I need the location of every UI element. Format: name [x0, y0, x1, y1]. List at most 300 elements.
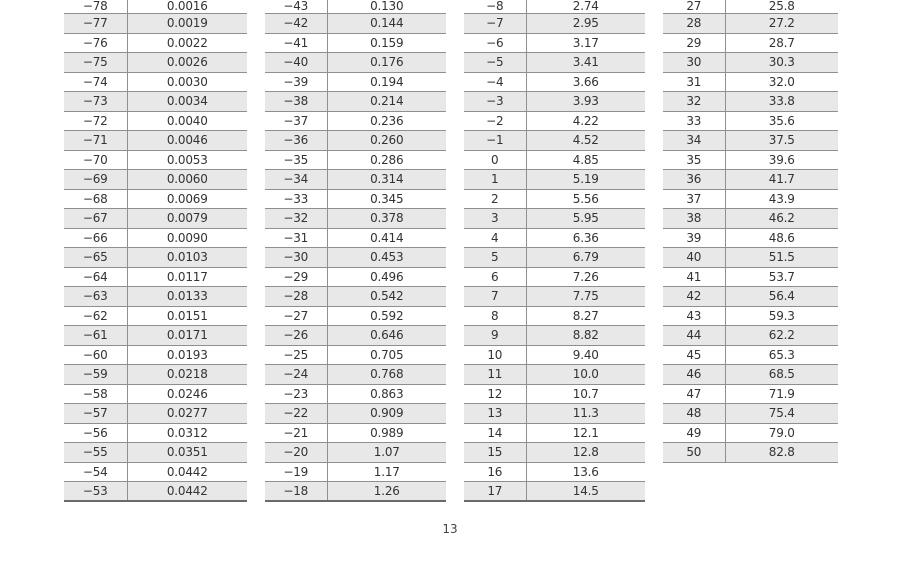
table-row [64, 72, 247, 92]
value-cell: 71.9 [725, 384, 838, 404]
temperature-cell: −33 [265, 189, 327, 209]
value-cell: 0.0019 [127, 14, 247, 34]
table-row [663, 72, 838, 92]
page-number: 13 [442, 522, 458, 536]
table-row [64, 443, 247, 463]
value-cell: 11.3 [526, 404, 645, 424]
value-cell: 7.26 [526, 267, 645, 287]
temperature-cell: 50 [663, 443, 725, 463]
value-cell: 2.95 [526, 14, 645, 34]
temperature-cell: −26 [265, 326, 327, 346]
table-row [464, 423, 645, 443]
temperature-cell: 10 [464, 345, 526, 365]
table-row [64, 150, 247, 170]
value-cell: 0.0046 [127, 131, 247, 151]
table-row [464, 33, 645, 53]
value-cell: 1.07 [327, 443, 446, 463]
value-cell: 30.3 [725, 53, 838, 73]
table-row [464, 462, 645, 482]
value-cell: 5.19 [526, 170, 645, 190]
temperature-cell: 13 [464, 404, 526, 424]
temperature-cell: 32 [663, 92, 725, 112]
table-row [265, 228, 446, 248]
table-row [663, 267, 838, 287]
value-cell: 5.56 [526, 189, 645, 209]
temperature-cell: −19 [265, 462, 327, 482]
temperature-cell: 37 [663, 189, 725, 209]
table-row [64, 462, 247, 482]
table-row [663, 287, 838, 307]
temperature-cell: 14 [464, 423, 526, 443]
value-cell: 1.17 [327, 462, 446, 482]
table-row [663, 170, 838, 190]
value-cell: 0.646 [327, 326, 446, 346]
value-cell: 2.74 [526, 0, 645, 14]
value-cell: 1.26 [327, 482, 446, 502]
temperature-cell: 29 [663, 33, 725, 53]
temperature-cell: −25 [265, 345, 327, 365]
temperature-cell: −41 [265, 33, 327, 53]
table-row [64, 33, 247, 53]
value-cell: 4.52 [526, 131, 645, 151]
temperature-cell: −53 [64, 482, 127, 502]
table-row [464, 248, 645, 268]
table-row [464, 267, 645, 287]
value-cell: 0.0171 [127, 326, 247, 346]
value-cell: 32.0 [725, 72, 838, 92]
temperature-cell: −72 [64, 111, 127, 131]
table-column-4 [663, 0, 838, 463]
table-row [265, 443, 446, 463]
temperature-cell: 0 [464, 150, 526, 170]
temperature-cell: 45 [663, 345, 725, 365]
temperature-cell: 4 [464, 228, 526, 248]
temperature-cell: 44 [663, 326, 725, 346]
table-row [265, 189, 446, 209]
table-row [64, 0, 247, 14]
table-row [64, 170, 247, 190]
temperature-cell: −8 [464, 0, 526, 14]
table-row [265, 33, 446, 53]
value-cell: 0.130 [327, 0, 446, 14]
table-row [64, 111, 247, 131]
table-row [464, 72, 645, 92]
value-cell: 12.8 [526, 443, 645, 463]
temperature-cell: 38 [663, 209, 725, 229]
table-row [265, 306, 446, 326]
value-cell: 62.2 [725, 326, 838, 346]
value-cell: 37.5 [725, 131, 838, 151]
temperature-cell: −18 [265, 482, 327, 502]
temperature-cell: 43 [663, 306, 725, 326]
temperature-cell: 40 [663, 248, 725, 268]
value-cell: 13.6 [526, 462, 645, 482]
value-cell: 41.7 [725, 170, 838, 190]
value-cell: 56.4 [725, 287, 838, 307]
table-row [64, 423, 247, 443]
table-row [265, 287, 446, 307]
value-cell: 0.0193 [127, 345, 247, 365]
value-cell: 0.314 [327, 170, 446, 190]
temperature-cell: −2 [464, 111, 526, 131]
value-cell: 0.0069 [127, 189, 247, 209]
value-cell: 0.863 [327, 384, 446, 404]
temperature-cell: −3 [464, 92, 526, 112]
table-row [265, 209, 446, 229]
table-row [265, 267, 446, 287]
table-column-2 [265, 0, 446, 502]
table-row [663, 228, 838, 248]
temperature-cell: −6 [464, 33, 526, 53]
temperature-cell: 36 [663, 170, 725, 190]
temperature-cell: −32 [265, 209, 327, 229]
value-cell: 59.3 [725, 306, 838, 326]
table-row [663, 306, 838, 326]
table-row [265, 72, 446, 92]
table-row [663, 14, 838, 34]
temperature-cell: 39 [663, 228, 725, 248]
value-cell: 0.768 [327, 365, 446, 385]
temperature-cell: −22 [265, 404, 327, 424]
value-cell: 39.6 [725, 150, 838, 170]
table-row [265, 0, 446, 14]
table-row [64, 228, 247, 248]
value-cell: 0.0022 [127, 33, 247, 53]
temperature-cell: −68 [64, 189, 127, 209]
temperature-cell: 48 [663, 404, 725, 424]
temperature-cell: −77 [64, 14, 127, 34]
temperature-cell: −31 [265, 228, 327, 248]
temperature-cell: 41 [663, 267, 725, 287]
temperature-cell: −40 [265, 53, 327, 73]
value-cell: 0.0030 [127, 72, 247, 92]
table-row [265, 482, 446, 502]
value-cell: 0.0060 [127, 170, 247, 190]
table-row [464, 365, 645, 385]
temperature-cell: 27 [663, 0, 725, 14]
temperature-cell: 16 [464, 462, 526, 482]
value-cell: 0.0016 [127, 0, 247, 14]
value-cell: 0.0442 [127, 462, 247, 482]
value-cell: 0.176 [327, 53, 446, 73]
value-cell: 0.453 [327, 248, 446, 268]
table-row [464, 384, 645, 404]
table-row [464, 14, 645, 34]
table-row [265, 150, 446, 170]
table-row [464, 0, 645, 14]
table-row [464, 170, 645, 190]
value-cell: 0.0053 [127, 150, 247, 170]
temperature-cell: −5 [464, 53, 526, 73]
value-cell: 9.40 [526, 345, 645, 365]
value-cell: 0.0133 [127, 287, 247, 307]
temperature-cell: −27 [265, 306, 327, 326]
temperature-cell: −54 [64, 462, 127, 482]
temperature-cell: 33 [663, 111, 725, 131]
value-cell: 6.79 [526, 248, 645, 268]
value-cell: 3.66 [526, 72, 645, 92]
table-row [663, 209, 838, 229]
value-cell: 0.414 [327, 228, 446, 248]
temperature-cell: −67 [64, 209, 127, 229]
temperature-cell: −34 [265, 170, 327, 190]
value-cell: 3.17 [526, 33, 645, 53]
temperature-cell: −64 [64, 267, 127, 287]
table-row [464, 306, 645, 326]
table-row [64, 53, 247, 73]
temperature-cell: −78 [64, 0, 127, 14]
value-cell: 33.8 [725, 92, 838, 112]
table-row [64, 248, 247, 268]
table-column-3 [464, 0, 645, 502]
table-row [64, 131, 247, 151]
table-row [464, 228, 645, 248]
value-cell: 0.236 [327, 111, 446, 131]
temperature-cell: 47 [663, 384, 725, 404]
value-cell: 0.159 [327, 33, 446, 53]
value-cell: 4.85 [526, 150, 645, 170]
temperature-cell: −37 [265, 111, 327, 131]
temperature-cell: −43 [265, 0, 327, 14]
table-row [265, 326, 446, 346]
temperature-cell: 15 [464, 443, 526, 463]
value-cell: 48.6 [725, 228, 838, 248]
table-row [64, 345, 247, 365]
temperature-cell: −61 [64, 326, 127, 346]
table-row [265, 404, 446, 424]
table-row [663, 443, 838, 463]
value-cell: 0.542 [327, 287, 446, 307]
temperature-cell: −62 [64, 306, 127, 326]
table-row [663, 92, 838, 112]
value-cell: 53.7 [725, 267, 838, 287]
value-cell: 46.2 [725, 209, 838, 229]
table-row [663, 345, 838, 365]
table-row [464, 443, 645, 463]
table-row [265, 53, 446, 73]
temperature-cell: 30 [663, 53, 725, 73]
table-row [265, 92, 446, 112]
value-cell: 0.496 [327, 267, 446, 287]
table-row [663, 0, 838, 14]
value-cell: 6.36 [526, 228, 645, 248]
temperature-cell: 2 [464, 189, 526, 209]
value-cell: 65.3 [725, 345, 838, 365]
value-cell: 0.0351 [127, 443, 247, 463]
temperature-cell: −70 [64, 150, 127, 170]
value-cell: 0.592 [327, 306, 446, 326]
temperature-cell: 28 [663, 14, 725, 34]
value-cell: 0.0246 [127, 384, 247, 404]
value-cell: 0.0312 [127, 423, 247, 443]
table-row [64, 365, 247, 385]
value-cell: 0.286 [327, 150, 446, 170]
table-row [464, 92, 645, 112]
table-row [265, 365, 446, 385]
temperature-cell: 8 [464, 306, 526, 326]
table-row [265, 111, 446, 131]
value-cell: 0.705 [327, 345, 446, 365]
temperature-cell: −56 [64, 423, 127, 443]
table-row [64, 267, 247, 287]
value-cell: 0.0079 [127, 209, 247, 229]
value-cell: 0.0277 [127, 404, 247, 424]
table-row [663, 326, 838, 346]
table-row [663, 189, 838, 209]
temperature-cell: 7 [464, 287, 526, 307]
value-cell: 8.27 [526, 306, 645, 326]
temperature-cell: −42 [265, 14, 327, 34]
value-cell: 0.989 [327, 423, 446, 443]
value-cell: 43.9 [725, 189, 838, 209]
table-row [64, 92, 247, 112]
temperature-cell: −24 [265, 365, 327, 385]
table-row [464, 189, 645, 209]
temperature-cell: 1 [464, 170, 526, 190]
value-cell: 10.0 [526, 365, 645, 385]
temperature-cell: −66 [64, 228, 127, 248]
value-cell: 3.93 [526, 92, 645, 112]
value-cell: 0.0026 [127, 53, 247, 73]
table-row [265, 345, 446, 365]
temperature-cell: −71 [64, 131, 127, 151]
temperature-cell: −74 [64, 72, 127, 92]
temperature-cell: −57 [64, 404, 127, 424]
table-row [265, 131, 446, 151]
table-row [464, 150, 645, 170]
table-row [265, 248, 446, 268]
table-row [663, 248, 838, 268]
table-row [464, 404, 645, 424]
temperature-cell: −30 [265, 248, 327, 268]
temperature-cell: 11 [464, 365, 526, 385]
temperature-cell: −38 [265, 92, 327, 112]
table-row [265, 14, 446, 34]
table-row [64, 287, 247, 307]
value-cell: 35.6 [725, 111, 838, 131]
table-row [464, 131, 645, 151]
temperature-cell: −21 [265, 423, 327, 443]
temperature-cell: −7 [464, 14, 526, 34]
value-cell: 14.5 [526, 482, 645, 502]
table-row [663, 33, 838, 53]
table-row [663, 150, 838, 170]
temperature-cell: 9 [464, 326, 526, 346]
temperature-cell: −75 [64, 53, 127, 73]
value-cell: 7.75 [526, 287, 645, 307]
temperature-cell: −1 [464, 131, 526, 151]
table-row [464, 326, 645, 346]
value-cell: 0.0103 [127, 248, 247, 268]
value-cell: 0.144 [327, 14, 446, 34]
table-row [663, 384, 838, 404]
temperature-cell: −58 [64, 384, 127, 404]
table-row [64, 404, 247, 424]
value-cell: 82.8 [725, 443, 838, 463]
table-row [464, 111, 645, 131]
value-cell: 0.0442 [127, 482, 247, 502]
table-row [663, 131, 838, 151]
temperature-cell: 46 [663, 365, 725, 385]
table-row [265, 462, 446, 482]
temperature-cell: 34 [663, 131, 725, 151]
value-cell: 0.214 [327, 92, 446, 112]
value-cell: 3.41 [526, 53, 645, 73]
table-row [64, 482, 247, 502]
temperature-cell: 5 [464, 248, 526, 268]
table-row [64, 209, 247, 229]
temperature-cell: −23 [265, 384, 327, 404]
value-cell: 0.0117 [127, 267, 247, 287]
temperature-cell: 17 [464, 482, 526, 502]
value-cell: 79.0 [725, 423, 838, 443]
table-row [464, 482, 645, 502]
temperature-cell: 49 [663, 423, 725, 443]
temperature-cell: 12 [464, 384, 526, 404]
temperature-cell: −28 [265, 287, 327, 307]
value-cell: 12.1 [526, 423, 645, 443]
value-cell: 0.378 [327, 209, 446, 229]
temperature-cell: −39 [265, 72, 327, 92]
value-cell: 28.7 [725, 33, 838, 53]
value-cell: 25.8 [725, 0, 838, 14]
value-cell: 10.7 [526, 384, 645, 404]
value-cell: 0.194 [327, 72, 446, 92]
value-cell: 0.0034 [127, 92, 247, 112]
value-cell: 27.2 [725, 14, 838, 34]
table-row [663, 111, 838, 131]
temperature-cell: −20 [265, 443, 327, 463]
temperature-cell: −69 [64, 170, 127, 190]
temperature-cell: −63 [64, 287, 127, 307]
temperature-cell: −29 [265, 267, 327, 287]
temperature-cell: 3 [464, 209, 526, 229]
temperature-cell: 6 [464, 267, 526, 287]
temperature-cell: −65 [64, 248, 127, 268]
table-row [64, 189, 247, 209]
table-row [464, 209, 645, 229]
temperature-cell: 42 [663, 287, 725, 307]
table-row [64, 326, 247, 346]
value-cell: 0.0040 [127, 111, 247, 131]
table-column-1 [64, 0, 247, 502]
table-row [64, 384, 247, 404]
table-row [265, 423, 446, 443]
table-row [663, 365, 838, 385]
value-cell: 0.345 [327, 189, 446, 209]
temperature-cell: −59 [64, 365, 127, 385]
value-cell: 5.95 [526, 209, 645, 229]
value-cell: 0.260 [327, 131, 446, 151]
temperature-cell: −55 [64, 443, 127, 463]
table-row [464, 287, 645, 307]
temperature-cell: −4 [464, 72, 526, 92]
value-cell: 0.0151 [127, 306, 247, 326]
table-row [663, 423, 838, 443]
temperature-cell: −73 [64, 92, 127, 112]
table-row [663, 404, 838, 424]
temperature-cell: −60 [64, 345, 127, 365]
table-row [464, 345, 645, 365]
value-cell: 75.4 [725, 404, 838, 424]
temperature-cell: 31 [663, 72, 725, 92]
value-cell: 0.0090 [127, 228, 247, 248]
value-cell: 4.22 [526, 111, 645, 131]
table-row [265, 170, 446, 190]
table-row [464, 53, 645, 73]
temperature-cell: −36 [265, 131, 327, 151]
value-cell: 8.82 [526, 326, 645, 346]
